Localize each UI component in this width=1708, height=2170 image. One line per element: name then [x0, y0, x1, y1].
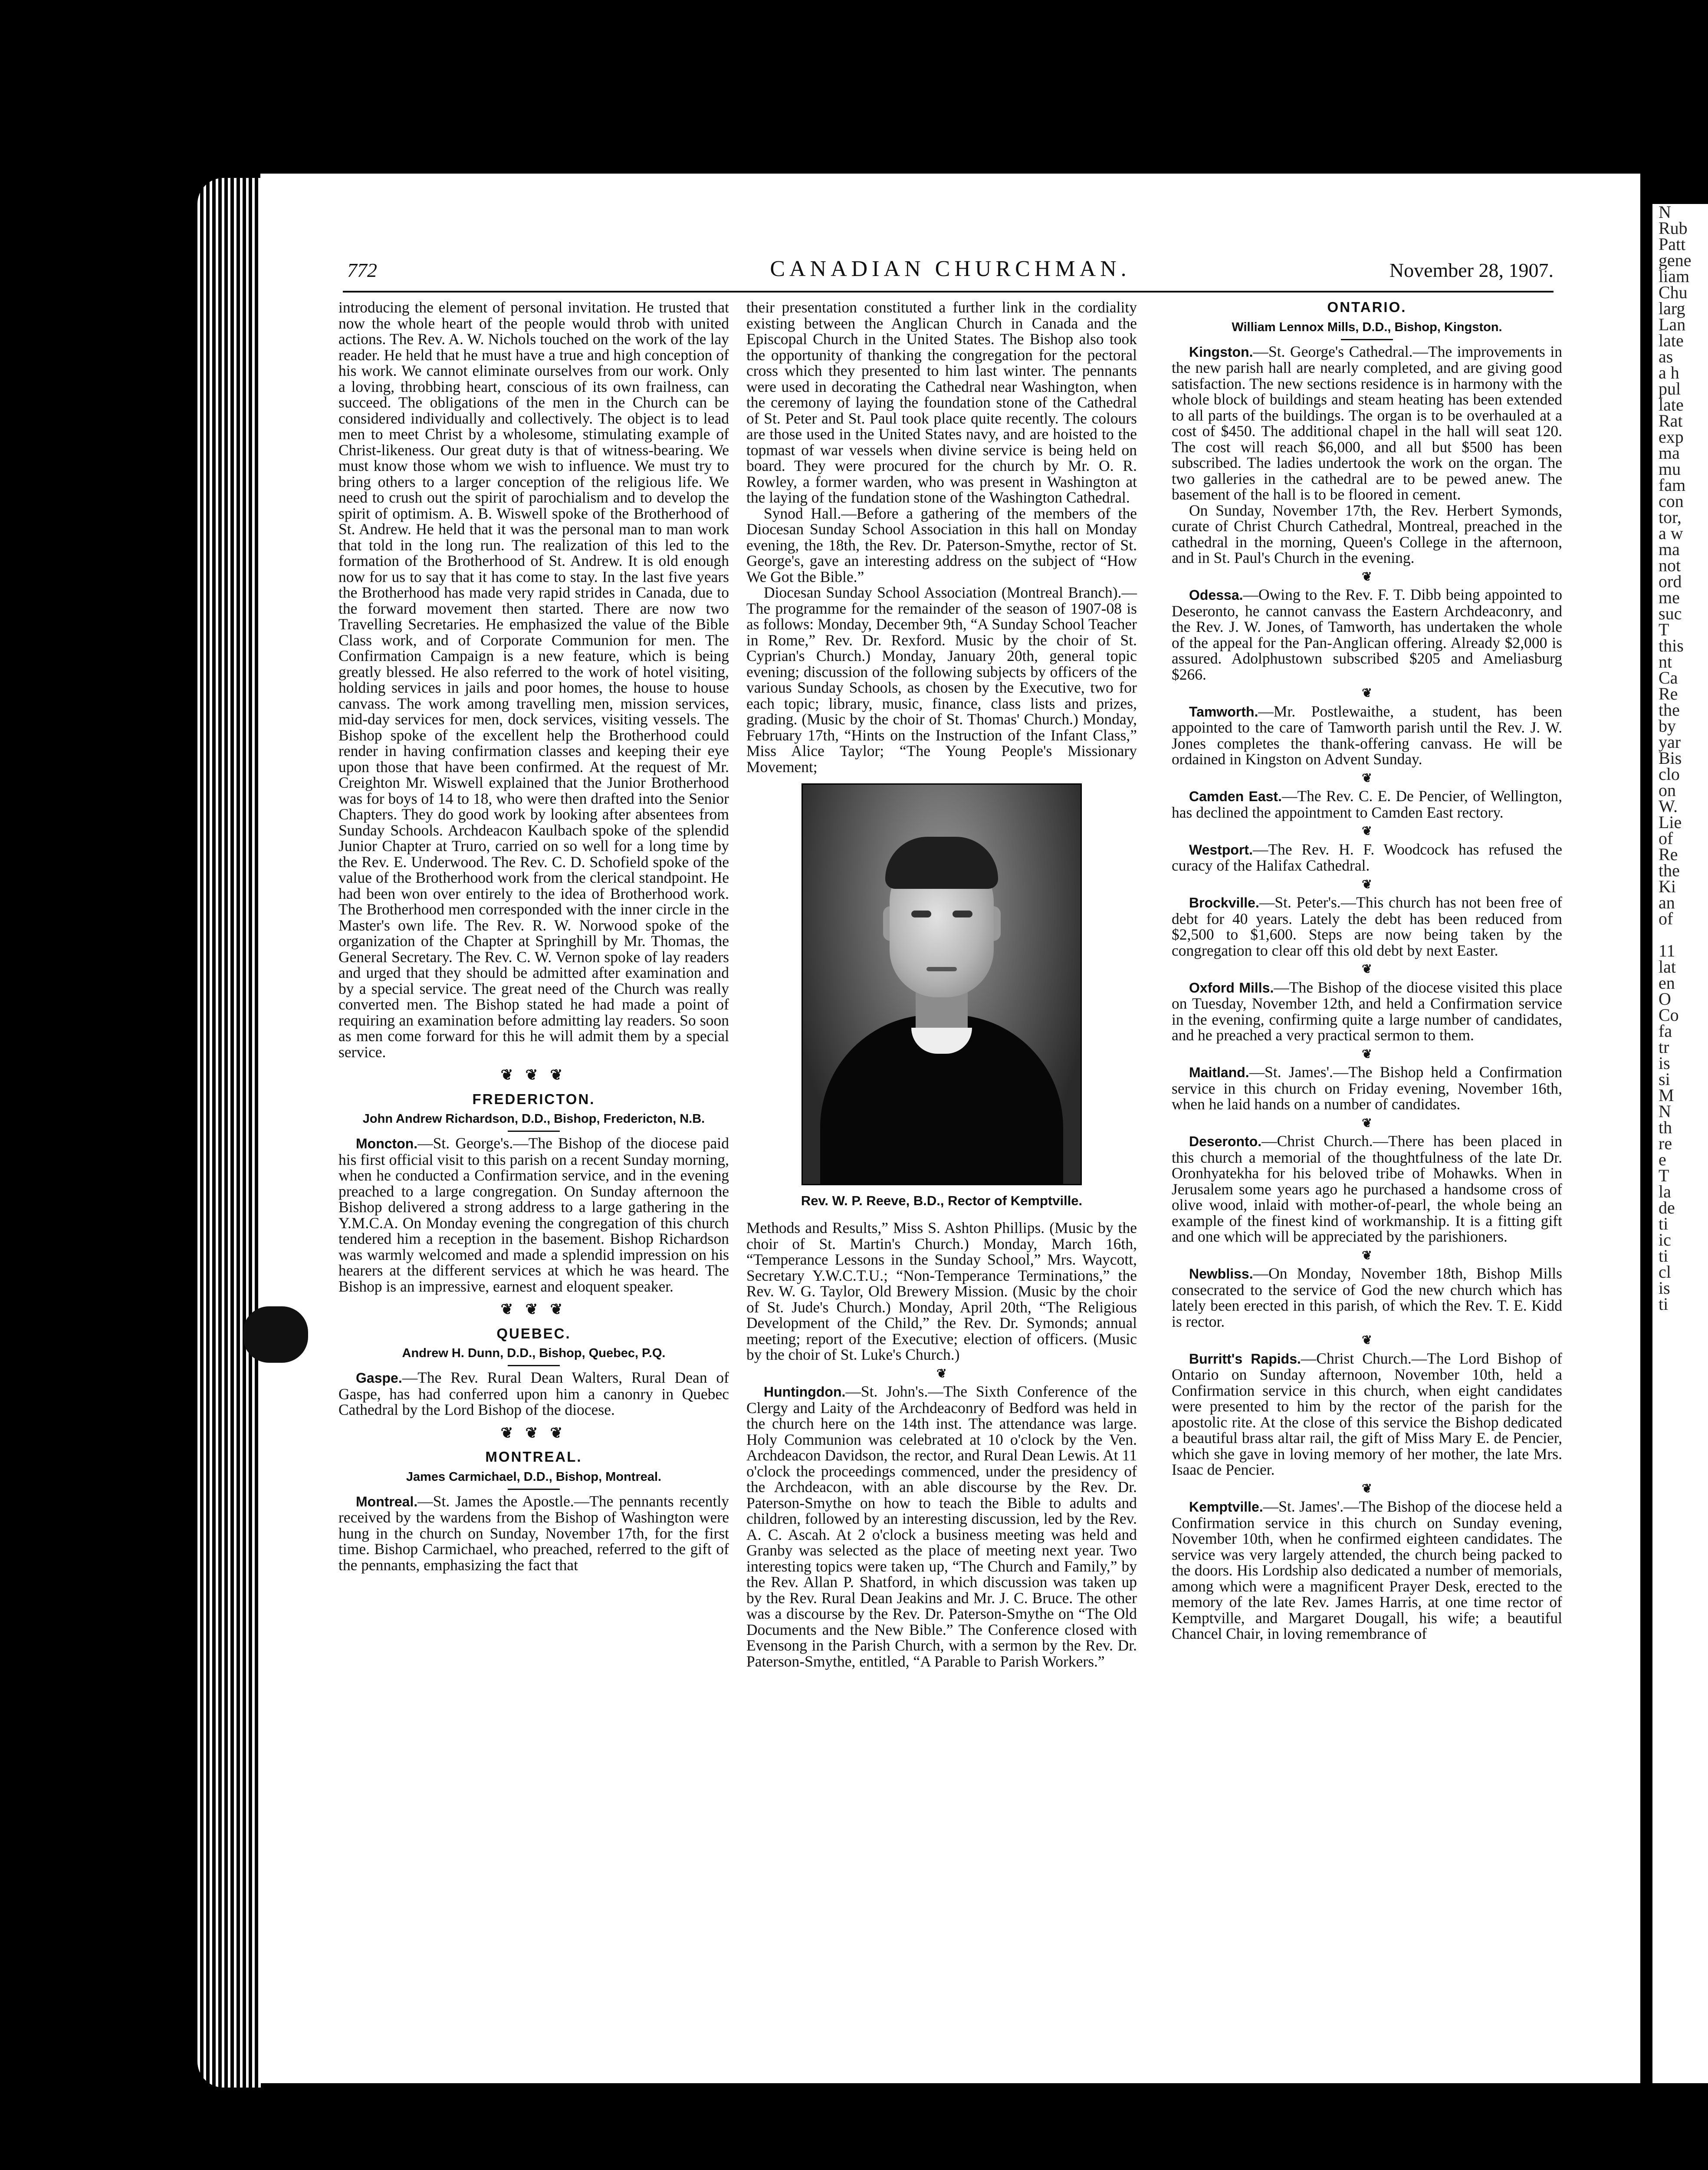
maitland-lead: Maitland. [1189, 1065, 1249, 1080]
facing-page-fragment: on [1659, 780, 1676, 800]
facing-page-fragment: W. [1659, 796, 1678, 816]
ontario-bishop: William Lennox Mills, D.D., Bishop, Kingston. [1172, 320, 1562, 340]
facing-page-fragment: ma [1659, 539, 1680, 559]
facing-page-fragment: Patt [1659, 234, 1686, 254]
paragraph-ornament: ❦ [1362, 1482, 1372, 1496]
newbliss-paragraph [1172, 1266, 1562, 1329]
facing-page-fragment: nt [1659, 652, 1672, 671]
facing-page-fragment: Lie [1659, 812, 1682, 832]
moncton-lead: Moncton. [356, 1136, 418, 1151]
montreal-paragraph [338, 1493, 729, 1573]
facing-page-fragment: ti [1659, 1214, 1669, 1233]
paragraph-ornament: ❦ [1362, 570, 1372, 584]
huntingdon-paragraph [746, 1384, 1137, 1669]
facing-page-fragment: pul [1659, 379, 1681, 398]
facing-page-fragment: th [1659, 1118, 1672, 1137]
facing-page-fragment: is [1659, 1053, 1670, 1073]
facing-page-fragment: tr [1659, 1037, 1669, 1057]
facing-page-fragment: e [1659, 1150, 1666, 1169]
burritts-lead: Burritt's Rapids. [1189, 1351, 1301, 1367]
facing-page-fragment: Re [1659, 684, 1678, 704]
paragraph-ornament: ❦ [1362, 1334, 1372, 1347]
facing-page-fragment: la [1659, 1182, 1671, 1201]
facing-page-fragment: con [1659, 491, 1684, 511]
facing-page-fragment: M [1659, 1085, 1674, 1105]
gaspe-text: —The Rev. Rural Dean Walters, Rural Dean of Gaspe, has had conferred upon him a canonry in Quebec Cathedral by the Lord Bishop of the diocese. [338, 1369, 729, 1418]
facing-page-fragment: an [1659, 893, 1675, 912]
facing-page-fragment: ord [1659, 572, 1682, 591]
deseronto-text: —Christ Church.—There has been placed in this church a memorial of the thoughtfulness of the late Dr. Oronhyatekha for his beloved tribe of Mohawks. When in Jerusalem some years ago he purchased a handsome cross of olive wood, inlaid with mother-of-pearl, the whole being an example of the finest kind of workmanship. It is a fitting gift and one which will be appreciated by the parishioners. [1172, 1132, 1562, 1245]
facing-page-fragment: N [1659, 1101, 1671, 1121]
brotherhood-article: introducing the element of personal invitation. He trusted that now the whole heart of the people would throb with united actions. The Rev. A. W. Nichols touched on the work of the lay reader. He held that he must have a true and high conception of his work. We cannot eliminate ourselves from our work. Only a loving, throbbing heart, conscious of its own frailness, can succeed. The obligations of the men in the Church can be considered individually and collectively. The object is to lead men to meet Christ by a wholesome, stimulating example of Christ-likeness. Our great duty is that of witness-bearing. We must know those whom we wish to influence. We must try to bring others to a larger conception of the religious life. We need to crush out the spirit of parochialism and to develop the spirit of optimism. A. B. Wiswell spoke of the Brotherhood of St. Andrew. He held that it was the personal man to man work that told in the long run. The realization of this led to the formation of the Brotherhood of St. Andrew. It is old enough now for us to say that it has come to stay. In the last five years the Brotherhood has made very rapid strides in Canada, due to the forward movement then started. There are now two Travelling Secretaries. He emphasized the value of the Bible Class work, and of Corporate Communion for men. The Confirmation Campaign is a new feature, which is being greatly blessed. He also referred to the work of hotel visiting, holding services in jails and poor homes, the house to house canvass. The work among travelling men, mission services, mid-day services for men, dock services, visiting vessels. The Bishop spoke of the excellent help the Brotherhood could render in having confirmation classes and keeping their eye upon those that have been confirmed. At the request of Mr. Creighton Mr. Wiswell explained that the Junior Brotherhood was for boys of 14 to 18, who were then drafted into the Senior Chapters. They do good work by looking after absentees from Sunday Schools. Archdeacon Kaulbach spoke of the splendid Junior Chapter at Truro, carried on so well for a long time by the Rev. E. Underwood. The Rev. C. D. Schofield spoke of the value of the Brotherhood work from the clerical standpoint. He had been won over entirely to the idea of Brotherhood work. The Brotherhood men corresponded with the inner circle in the Master's own life. The Rev. R. W. Norwood spoke of the organization of the Chapter at Springhill by Mr. Thomas, the General Secretary. The Rev. C. W. Vernon spoke of lay readers and urged that they should be admitted after examination and by a special service. The great need of the Church was really converted men. The Bishop stated he had made a point of requiring an examination before admitting lay readers. So soon as men come forward for this he will admit them by a special service. [338, 299, 729, 1061]
facing-page-fragment: late [1659, 331, 1684, 350]
facing-page-fragment: late [1659, 395, 1684, 414]
westport-lead: Westport. [1189, 842, 1253, 858]
tamworth-text: —Mr. Postlewaithe, a student, has been appointed to the care of Tamworth parish until the Rev. J. W. Jones completes the thank-offering canvass. He will be ordained in Kingston on Advent Sunday. [1172, 702, 1562, 768]
westport-text: —The Rev. H. F. Woodcock has refused the curacy of the Halifax Cathedral. [1172, 840, 1562, 874]
facing-page-fragment: fam [1659, 475, 1686, 495]
section-ornament: ❦ ❦ ❦ [500, 1067, 567, 1083]
facing-page-fragment: mu [1659, 459, 1681, 479]
portrait-photo [801, 783, 1082, 1185]
camden-lead: Camden East. [1189, 789, 1282, 804]
kingston-paragraph [1172, 344, 1562, 503]
facing-page-fragment: cl [1659, 1262, 1671, 1282]
facing-page-fragment: by [1659, 716, 1676, 736]
column-1 [338, 299, 729, 1573]
camden-paragraph [1172, 788, 1562, 820]
montreal-lead: Montreal. [356, 1493, 418, 1509]
facing-page-fragment [1652, 927, 1708, 943]
deseronto-paragraph [1172, 1133, 1562, 1245]
page-header [347, 256, 1554, 282]
kemptville-paragraph [1172, 1499, 1562, 1642]
facing-page-fragment: en [1659, 973, 1675, 993]
kingston-lead: Kingston. [1189, 344, 1253, 360]
oxford-lead: Oxford Mills. [1189, 980, 1274, 996]
kemptville-lead: Kemptville. [1189, 1499, 1263, 1515]
facing-page-fragment: ma [1659, 443, 1680, 463]
moncton-paragraph [338, 1135, 729, 1294]
odessa-paragraph [1172, 587, 1562, 682]
facing-page-fragment: Lan [1659, 315, 1686, 334]
facing-page-fragment: Bis [1659, 748, 1682, 768]
facing-page-fragment: yar [1659, 732, 1681, 752]
facing-page-fragment: of [1659, 829, 1673, 848]
facing-page-fragment: si [1659, 1069, 1670, 1089]
book-binding-edge [197, 178, 263, 2088]
gaspe-lead: Gaspe. [356, 1370, 402, 1386]
westport-paragraph [1172, 842, 1562, 874]
facing-page-fragment: larg [1659, 299, 1685, 318]
brockville-lead: Brockville. [1189, 895, 1259, 911]
newbliss-lead: Newbliss. [1189, 1266, 1253, 1282]
paragraph-ornament: ❦ [1362, 1249, 1372, 1263]
section-ornament: ❦ ❦ ❦ [500, 1302, 567, 1318]
facing-page-fragment: a w [1659, 523, 1683, 543]
quebec-bishop: Andrew H. Dunn, D.D., Bishop, Quebec, P.Q. [338, 1346, 729, 1366]
ontario-heading: ONTARIO. [1327, 299, 1407, 315]
facing-page-fragment: me [1659, 588, 1680, 607]
huntingdon-text: —St. John's.—The Sixth Conference of the Clergy and Laity of the Archdeaconry of Bedford was held in the church here on the 14th inst. The attendance was large. Holy Communion was celebrated at 10 o'clock by the Ven. Archdeacon Davidson, the rector, and Rural Dean Lewis. At 11 o'clock the proceedings commenced, under the presidency of the Archdeacon, with an able discourse by the Rev. Dr. Paterson-Smythe on how to teach the Bible to adults and children, followed by an interesting discussion, led by the Rev. A. C. Ascah. At 2 o'clock a business meeting was held and Granby was selected as the place of meeting next year. Two interesting topics were taken up, “The Church and Family,” by the Rev. Allan P. Shatford, in which discussion was taken up by the Rev. Rural Dean Jeakins and Mr. J. C. Bruce. The other was a discourse by the Rev. Dr. Paterson-Smythe on “The Old Documents and the New Bible.” The Conference closed with Evensong in the Parish Church, with a sermon by the Rev. Dr. Paterson-Smythe, entitled, “A Parable to Parish Workers.” [746, 1383, 1137, 1670]
kingston-paragraph-2: On Sunday, November 17th, the Rev. Herbert Symonds, curate of Christ Church Cathedral, Montreal, preached in the cathedral in the morning, Queen's College in the afternoon, and in St. Paul's Church in the evening. [1172, 501, 1562, 566]
paragraph-ornament: ❦ [1362, 825, 1372, 838]
facing-page-fragment: exp [1659, 427, 1684, 447]
facing-page-fragment: 11 [1659, 941, 1675, 960]
montreal-bishop: James Carmichael, D.D., Bishop, Montreal. [338, 1470, 729, 1490]
odessa-lead: Odessa. [1189, 587, 1243, 603]
paragraph-ornament: ❦ [936, 1367, 947, 1381]
facing-page-fragment: not [1659, 556, 1681, 575]
facing-page-fragment: the [1659, 700, 1680, 720]
burritts-paragraph [1172, 1351, 1562, 1478]
facing-page-fragment: Rat [1659, 411, 1683, 431]
facing-page-fragment: Re [1659, 845, 1678, 864]
brockville-text: —St. Peter's.—This church has not been free of debt for 40 years. Lately the debt has been reduced from $2,500 to $1,600. Steps are now being taken by the congregation to clear off this old debt by next Easter. [1172, 894, 1562, 959]
page-number: 772 [347, 259, 377, 281]
facing-page-fragment: a h [1659, 363, 1679, 382]
facing-page-fragment: fa [1659, 1021, 1672, 1041]
facing-page-fragment: T [1659, 620, 1669, 639]
facing-page-fragment: tor, [1659, 507, 1682, 527]
maitland-paragraph [1172, 1064, 1562, 1112]
fredericton-bishop: John Andrew Richardson, D.D., Bishop, Fredericton, N.B. [338, 1111, 729, 1132]
facing-page-fragment: O [1659, 989, 1671, 1009]
page-clip [243, 1306, 308, 1363]
montreal-heading: MONTREAL. [485, 1449, 582, 1465]
huntingdon-lead: Huntingdon. [764, 1384, 846, 1400]
facing-page-fragment: liam [1659, 266, 1690, 286]
facing-page-fragment: T [1659, 1166, 1669, 1185]
facing-page-fragment: lat [1659, 957, 1676, 976]
paragraph-ornament: ❦ [1362, 963, 1372, 976]
oxford-text: —The Bishop of the diocese visited this place on Tuesday, November 12th, and held a Confirmation service in the evening, confirming quite a large number of candidates, and he preached a very practical sermon to them. [1172, 978, 1563, 1044]
kingston-text: —St. George's Cathedral.—The improvements in the new parish hall are nearly completed, and are giving good satisfaction. The new sections residence is in harmony with the whole block of buildings and steam heating has been extended to all parts of the buildings. The organ is to be overhauled at a cost of $450. The additional chapel in the hall will seat 120. The cost will reach $6,000, and all but $500 has been subscribed. The ladies undertook the work on the organ. The two galleries in the cathedral are to be pewed anew. The basement of the hall is to be floored in cement. [1172, 342, 1562, 503]
tamworth-lead: Tamworth. [1189, 704, 1258, 720]
facing-page-edge [1649, 204, 1708, 2083]
header-rule [343, 291, 1554, 293]
facing-page-fragment: N [1659, 204, 1671, 222]
oxford-paragraph [1172, 980, 1562, 1043]
facing-page-fragment: of [1659, 909, 1673, 928]
facing-page-fragment: Co [1659, 1005, 1679, 1025]
facing-page-fragment: re [1659, 1134, 1672, 1153]
sunday-school-paragraph: Diocesan Sunday School Association (Montreal Branch).—The programme for the remainder of the season of 1907-08 is as follows: Monday, December 9th, “A Sunday School Teacher in Rome,” Rev. Dr. Rexford. Music by the choir of St. Cyprian's Church.) Monday, January 20th, general topic evening; discussion of the following subjects by officers of the various Sunday Schools, as chosen by the Executive, two for each topic; library, music, finance, class lists and prizes, grading. (Music by the choir of St. Thomas' Church.) Monday, February 17th, “Hints on the Instruction of the Infant Class,” Miss Alice Taylor; “The Young People's Missionary Movement; [746, 584, 1137, 776]
tamworth-paragraph [1172, 704, 1562, 767]
facing-page-fragment: Chu [1659, 283, 1688, 302]
odessa-text: —Owing to the Rev. F. T. Dibb being appointed to Deseronto, he cannot canvass the Eastern Archdeaconry, and the Rev. J. W. Jones, of Tamworth, has undertaken the whole of the appeal for the Pan-Anglican offering. Already $2,000 is assured. Adolphustown subscribed $205 and Ameliasburg $266. [1172, 586, 1562, 683]
quebec-heading: QUEBEC. [496, 1325, 571, 1341]
facing-page-fragment: ti [1659, 1246, 1669, 1266]
moncton-text: —St. George's.—The Bishop of the diocese paid his first official visit to this parish on a recent Sunday morning, when he conducted a Confirmation service, and in the evening preached to a large congregation. On Sunday afternoon the Bishop delivered a strong address to a large gathering in the Y.M.C.A. On Monday evening the congregation of this church tendered him a reception in the basement. Bishop Richardson was warmly welcomed and made a splendid impression on his hearers at the different services at which he was heard. The Bishop is an impressive, earnest and eloquent speaker. [338, 1134, 729, 1295]
masthead: CANADIAN CHURCHMAN. [770, 256, 1131, 281]
facing-page-fragment: as [1659, 347, 1673, 366]
facing-page-fragment: Ca [1659, 668, 1678, 687]
pennants-continuation: their presentation constituted a further link in the cordiality existing between the Anglican Church in Canada and the Episcopal Church in the United States. The Bishop also took the opportunity of thanking the congregation for the pectoral cross which they presented to him last winter. The pennants were used in decorating the Cathedral near Washington, when the ceremony of laying the foundation stone of the Cathedral of St. Peter and St. Paul took place quite recently. The colours are those used in the United States navy, and are hoisted to the topmast of war vessels when divine service is being held on board. They were procured for the church by Mr. O. R. Rowley, a former warden, who was present in Washington at the laying of the fundation stone of the Washington Cathedral. [746, 299, 1137, 506]
issue-date: November 28, 1907. [1389, 259, 1554, 281]
kemptville-text: —St. James'.—The Bishop of the diocese held a Confirmation service in this church on Sunday evening, November 10th, when he confirmed eighteen candidates. The service was very largely attended, the church being packed to the doors. His Lordship also dedicated a number of memorials, among which were a magnificent Prayer Desk, erected to the memory of the late Rev. James Harris, at one time rector of Kemptville, and Margaret Dougall, his wife; a beautiful Chancel Chair, in loving remembrance of [1172, 1498, 1562, 1642]
synod-hall-paragraph: Synod Hall.—Before a gathering of the members of the Diocesan Sunday School Association in this hall on Monday evening, the 18th, the Rev. Dr. Paterson-Smythe, rector of St. George's, gave an interesting address on the subject of “How We Got the Bible.” [746, 504, 1137, 585]
facing-page-fragment: de [1659, 1198, 1675, 1217]
fredericton-heading: FREDERICTON. [472, 1091, 595, 1107]
portrait-caption: Rev. W. P. Reeve, B.D., Rector of Kemptville. [801, 1193, 1083, 1208]
paragraph-ornament: ❦ [1362, 878, 1372, 891]
facing-page-fragment: ic [1659, 1230, 1671, 1249]
burritts-text: —Christ Church.—The Lord Bishop of Ontario on Sunday afternoon, November 10th, held a Confirmation service in this church, when eight candidates were presented to him by the rector of the parish for the apostolic rite. At the close of this service the Bishop dedicated a beautiful brass altar rail, the gift of Miss Mary E. de Pencier, which she gave in loving memory of her mother, the late Mrs. Isaac de Pencier. [1172, 1349, 1562, 1478]
paragraph-ornament: ❦ [1362, 1047, 1372, 1061]
paragraph-ornament: ❦ [1362, 1116, 1372, 1130]
deseronto-lead: Deseronto. [1189, 1134, 1262, 1149]
facing-page-fragment: the [1659, 861, 1680, 880]
facing-page-fragment: suc [1659, 604, 1682, 623]
maitland-text: —St. James'.—The Bishop held a Confirmation service in this church on Friday evening, November 16th, when he laid hands on a number of candidates. [1172, 1063, 1562, 1113]
column-2 [746, 299, 1137, 1669]
facing-page-fragment: Rub [1659, 218, 1688, 238]
facing-page-fragment: this [1659, 636, 1684, 655]
camden-text: —The Rev. C. E. De Pencier, of Wellington, has declined the appointment to Camden East rectory. [1172, 787, 1562, 821]
column-3 [1172, 299, 1562, 1642]
facing-page-fragment: gene [1659, 250, 1692, 270]
sunday-school-continuation: Methods and Results,” Miss S. Ashton Phillips. (Music by the choir of St. Martin's Church.) Monday, March 16th, “Temperance Lessons in the Sunday School,” Mrs. Waycott, Secretary Y.W.C.T.U.; “Non-Temperance Terminations,” the Rev. W. G. Taylor, Old Brewery Mission. (Music by the choir of St. Jude's Church.) Monday, April 20th, “The Religious Development of the Child,” the Rev. Dr. Symonds; annual meeting; report of the Executive; election of officers. (Music by the choir of St. Luke's Church.) [746, 1219, 1137, 1363]
facing-page-fragment: is [1659, 1278, 1670, 1298]
facing-page-fragment: ti [1659, 1294, 1669, 1314]
gaspe-paragraph [338, 1370, 729, 1418]
paragraph-ornament: ❦ [1362, 771, 1372, 785]
section-ornament: ❦ ❦ ❦ [500, 1425, 567, 1441]
montreal-text: —St. James the Apostle.—The pennants recently received by the wardens from the Bishop of Washington were hung in the church on Sunday, November 17th, for the first time. Bishop Carmichael, who preached, referred to the gift of the pennants, emphasizing the fact that [338, 1492, 729, 1574]
paragraph-ornament: ❦ [1362, 687, 1372, 700]
facing-page-fragment: Ki [1659, 877, 1676, 896]
newbliss-text: —On Monday, November 18th, Bishop Mills consecrated to the service of God the new church which has lately been erected in this parish, of which the Rev. T. E. Kidd is rector. [1172, 1265, 1562, 1330]
facing-page-fragment: clo [1659, 764, 1680, 784]
brockville-paragraph [1172, 894, 1562, 958]
